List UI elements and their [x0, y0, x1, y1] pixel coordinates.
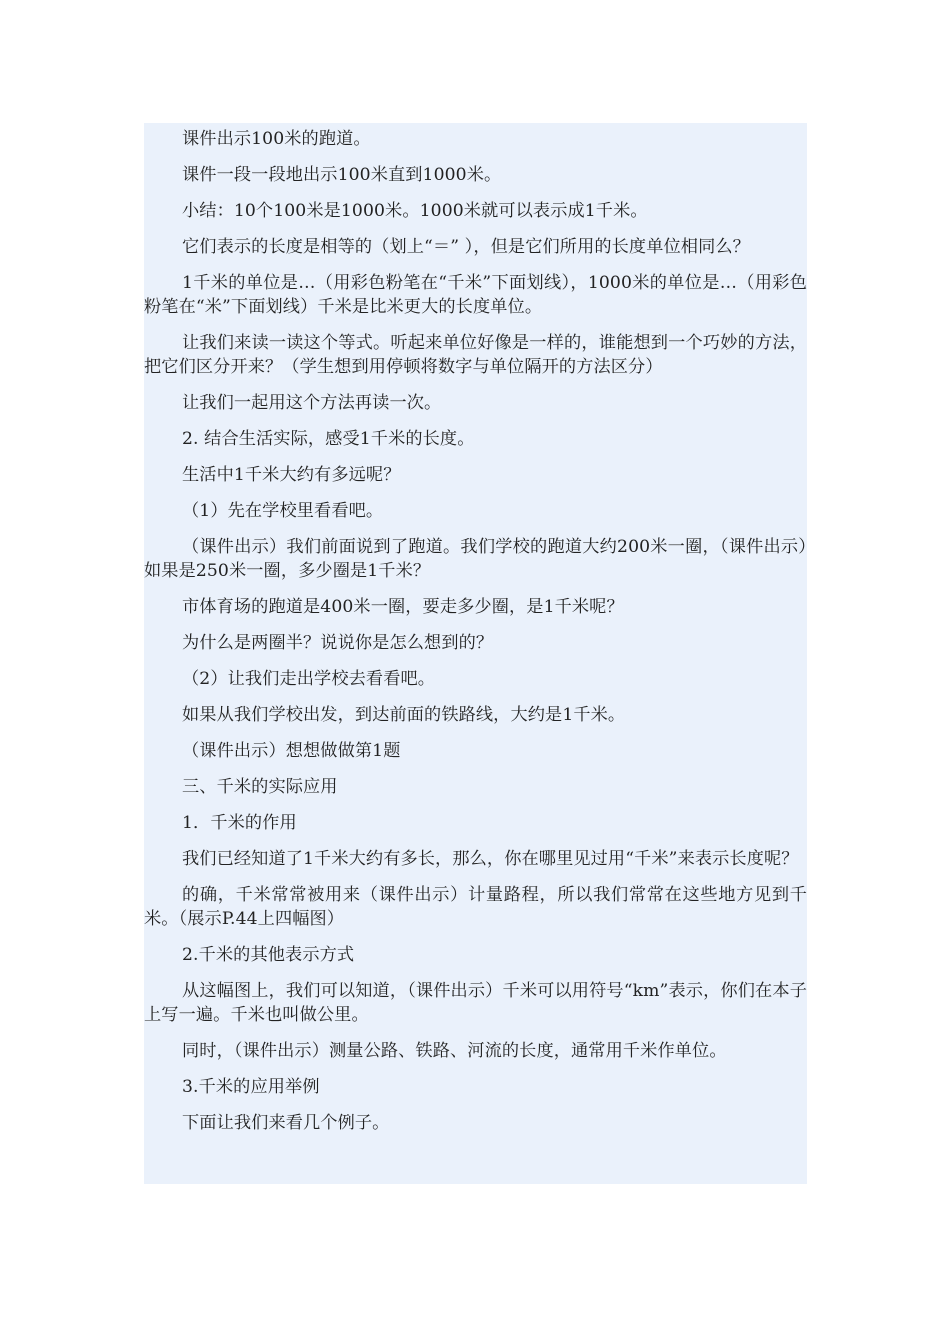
- paragraph-19: 我们已经知道了1千米大约有多长，那么，你在哪里见过用“千米”来表示长度呢？: [182, 849, 799, 869]
- paragraph-6: 让我们来读一读这个等式。听起来单位好像是一样的，谁能想到一个巧妙的方法，把它们区分开来？（学生想到用停顿将数字与单位隔开的方法区分）: [144, 333, 807, 377]
- paragraph-8: 2. 结合生活实际，感受1千米的长度。: [182, 429, 475, 449]
- subheading-3: 3.千米的应用举例: [182, 1077, 320, 1097]
- section-heading-3: 三、千米的实际应用: [182, 777, 338, 797]
- paragraph-15: 如果从我们学校出发，到达前面的铁路线，大约是1千米。: [182, 705, 626, 725]
- paragraph-23: 同时，（课件出示）测量公路、铁路、河流的长度，通常用千米作单位。: [182, 1041, 727, 1061]
- paragraph-5: 1千米的单位是…（用彩色粉笔在“千米”下面划线），1000米的单位是…（用彩色粉笔在“米”下面划线）千米是比米更大的长度单位。: [144, 273, 807, 317]
- paragraph-9: 生活中1千米大约有多远呢？: [182, 465, 401, 485]
- highlighted-text-block: [144, 123, 807, 1184]
- paragraph-7: 让我们一起用这个方法再读一次。: [182, 393, 442, 413]
- subheading-2: 2.千米的其他表示方式: [182, 945, 355, 965]
- paragraph-16: （课件出示）想想做做第1题: [182, 741, 401, 761]
- paragraph-14: （2）让我们走出学校去看看吧。: [182, 669, 436, 689]
- paragraph-20: 的确，千米常常被用来（课件出示）计量路程，所以我们常常在这些地方见到千米。（展示P.44上四幅图）: [144, 885, 807, 929]
- subheading-1: 1．千米的作用: [182, 813, 297, 833]
- paragraph-4: 它们表示的长度是相等的（划上“＝” ），但是它们所用的长度单位相同么？: [182, 237, 750, 257]
- paragraph-25: 下面让我们来看几个例子。: [182, 1113, 390, 1133]
- paragraph-1: 课件出示100米的跑道。: [182, 129, 371, 149]
- paragraph-22: 从这幅图上，我们可以知道，（课件出示）千米可以用符号“km”表示，你们在本子上写一遍。千米也叫做公里。: [144, 981, 807, 1025]
- paragraph-3: 小结：10个100米是1000米。1000米就可以表示成1千米。: [182, 201, 648, 221]
- paragraph-2: 课件一段一段地出示100米直到1000米。: [182, 165, 502, 185]
- paragraph-11: （课件出示）我们前面说到了跑道。我们学校的跑道大约200米一圈，（课件出示）如果是250米一圈，多少圈是1千米？: [144, 537, 807, 581]
- paragraph-13: 为什么是两圈半？说说你是怎么想到的？: [182, 633, 494, 653]
- paragraph-12: 市体育场的跑道是400米一圈，要走多少圈，是1千米呢？: [182, 597, 624, 617]
- paragraph-10: （1）先在学校里看看吧。: [182, 501, 384, 521]
